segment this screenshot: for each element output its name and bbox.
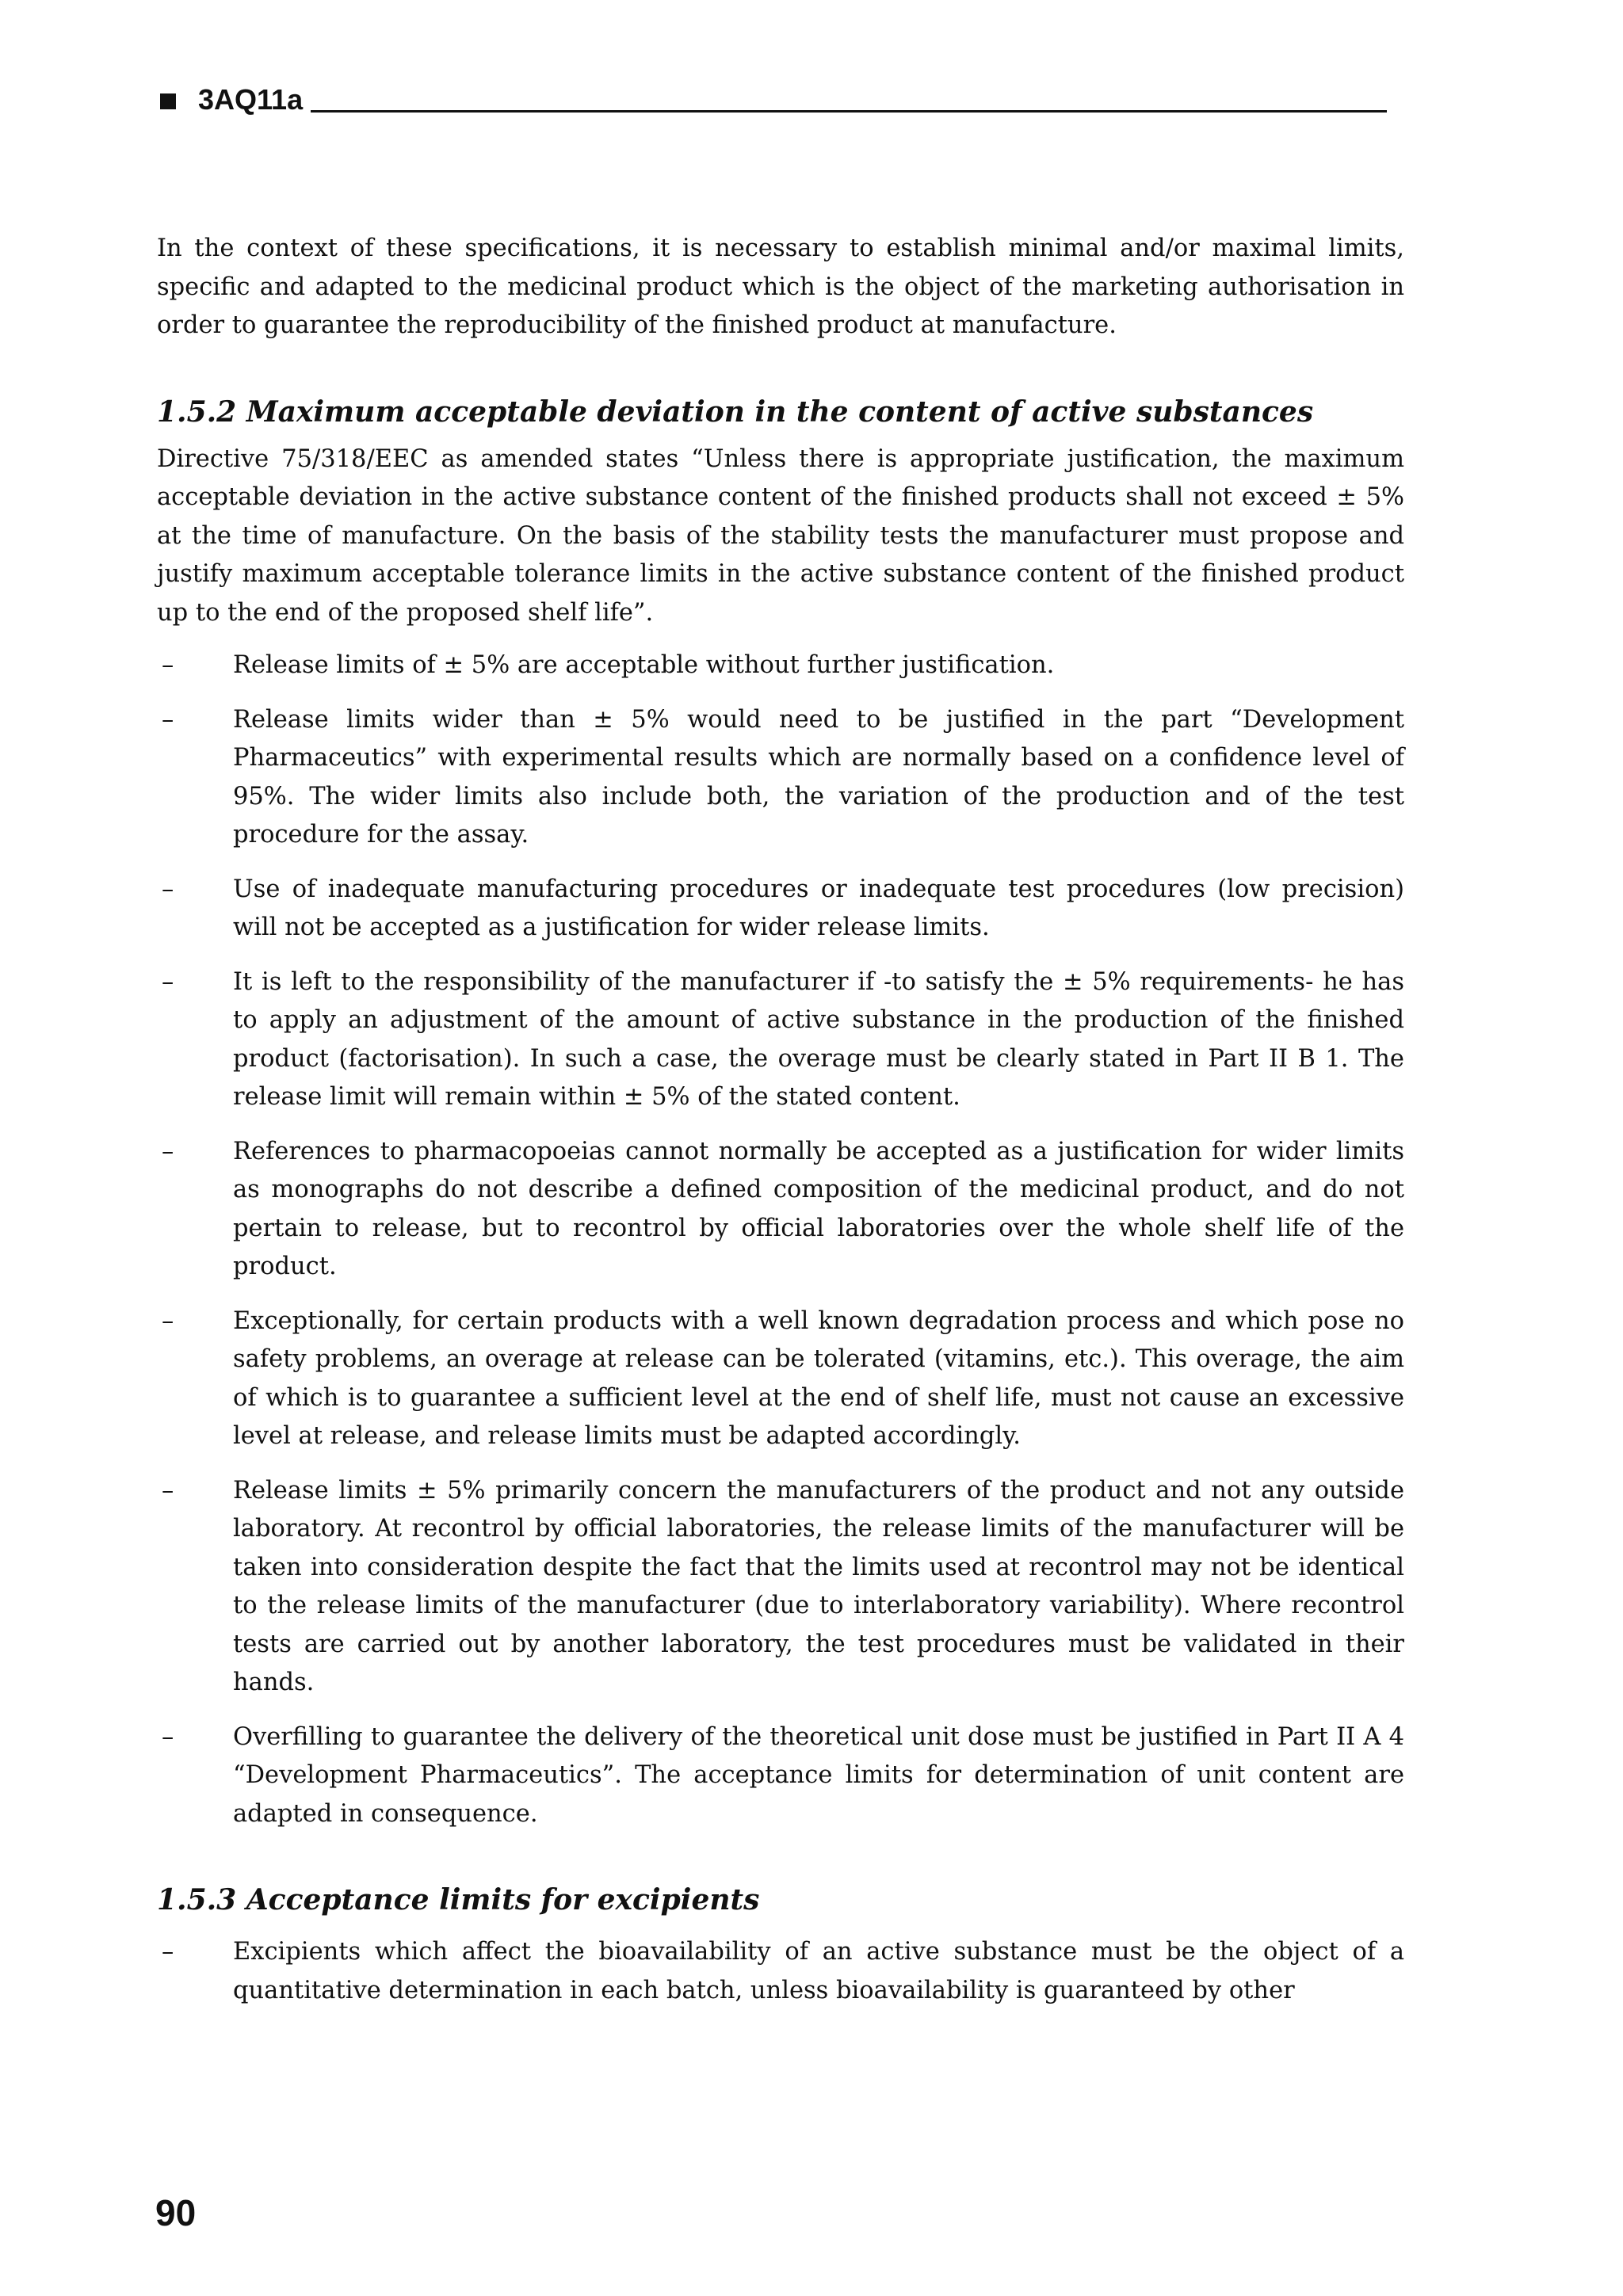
list-item (157, 1302, 1404, 1456)
page-content (157, 230, 1404, 2010)
section-heading-1-5-2: 1.5.2 Maximum acceptable deviation in the content of active substances (157, 395, 1314, 429)
list-item-text: It is left to the responsibility of the manufacturer if -to satisfy the ± 5% requirements- he has to apply an adjustment of the amount of active substance in the production of the finished product (factorisation). In such a case, the overage must be clearly stated in Part II B 1. The release limit will remain within ± 5% of the stated content. (233, 967, 1404, 1111)
list-item-text: Excipients which affect the bioavailability of an active substance must be the object of a quantitative determination in each batch, unless bioavailability is guaranteed by other (233, 1938, 1404, 2004)
header-square-mark (160, 93, 176, 109)
document-code: 3AQ11a (198, 83, 304, 116)
list-item (157, 963, 1404, 1117)
excipients-list (157, 1933, 1404, 2010)
bullet-dash: – (162, 1938, 174, 1966)
list-item-text: References to pharmacopoeias cannot normally be accepted as a justification for wider limits as monographs do not describe a defined composition of the medicinal product, and do not pertain to release, but to recontrol by official laboratories over the whole shelf life of the product. (233, 1137, 1404, 1280)
header-rule (311, 110, 1387, 113)
list-item (157, 701, 1404, 855)
list-item-text: Use of inadequate manufacturing procedures or inadequate test procedures (low precision) will not be accepted as a justification for wider release limits. (233, 875, 1404, 941)
list-item (157, 1933, 1404, 2010)
list-item-text: Exceptionally, for certain products with a well known degradation process and which pose no safety problems, an overage at release can be tolerated (vitamins, etc.). This overage, the aim of which is to guarantee a sufficient level at the end of shelf life, must not cause an excessive level at release, and release limits must be adapted accordingly. (233, 1306, 1404, 1450)
list-item (157, 871, 1404, 948)
directive-paragraph: Directive 75/318/EEC as amended states “Unless there is appropriate justification, the maximum acceptable deviation in the active substance content of the finished products shall not exceed ± 5% at the time of manufacture. On the basis of the stability tests the manufacturer must propose and justify maximum acceptable tolerance limits in the active substance content of the finished product up to the end of the proposed shelf life”. (157, 444, 1404, 627)
list-item (157, 1133, 1404, 1287)
list-item-text: Release limits of ± 5% are acceptable without further justification. (233, 651, 1055, 679)
bullet-dash: – (162, 1137, 174, 1165)
list-item-text: Release limits wider than ± 5% would need to be justified in the part “Development Pharmaceutics” with experimental results which are normally based on a confidence level of 95%. The wider limits also include both, the variation of the production and of the test procedure for the assay. (233, 705, 1404, 849)
list-item-text: Release limits ± 5% primarily concern the manufacturers of the product and not any outside laboratory. At recontrol by official laboratories, the release limits of the manufacturer will be taken into consideration despite the fact that the limits used at recontrol may not be identical to the release limits of the manufacturer (due to interlaboratory variability). Where recontrol tests are carried out by another laboratory, the test procedures must be validated in their hands. (233, 1476, 1404, 1696)
intro-paragraph: In the context of these specifications, it is necessary to establish minimal and/or maximal limits, specific and adapted to the medicinal product which is the object of the marketing authorisation in order to guarantee the reproducibility of the finished product at manufacture. (157, 235, 1404, 339)
bullet-dash: – (162, 705, 174, 734)
bullet-dash: – (162, 1722, 174, 1751)
list-item (157, 1472, 1404, 1703)
bullet-dash: – (162, 967, 174, 996)
list-item-text: Overfilling to guarantee the delivery of the theoretical unit dose must be justified in Part II A 4 “Development Pharmaceutics”. The acceptance limits for determination of unit content are adapted in consequence. (233, 1722, 1404, 1828)
section-heading-1-5-3: 1.5.3 Acceptance limits for excipients (157, 1883, 760, 1917)
list-item (157, 646, 1404, 685)
bullet-dash: – (162, 1476, 174, 1505)
page-header (160, 81, 1387, 114)
bullet-dash: – (162, 875, 174, 903)
bullet-dash: – (162, 1306, 174, 1335)
list-item (157, 1718, 1404, 1834)
bullet-dash: – (162, 651, 174, 679)
page-number: 90 (155, 2192, 197, 2233)
release-limits-list (157, 646, 1404, 1833)
